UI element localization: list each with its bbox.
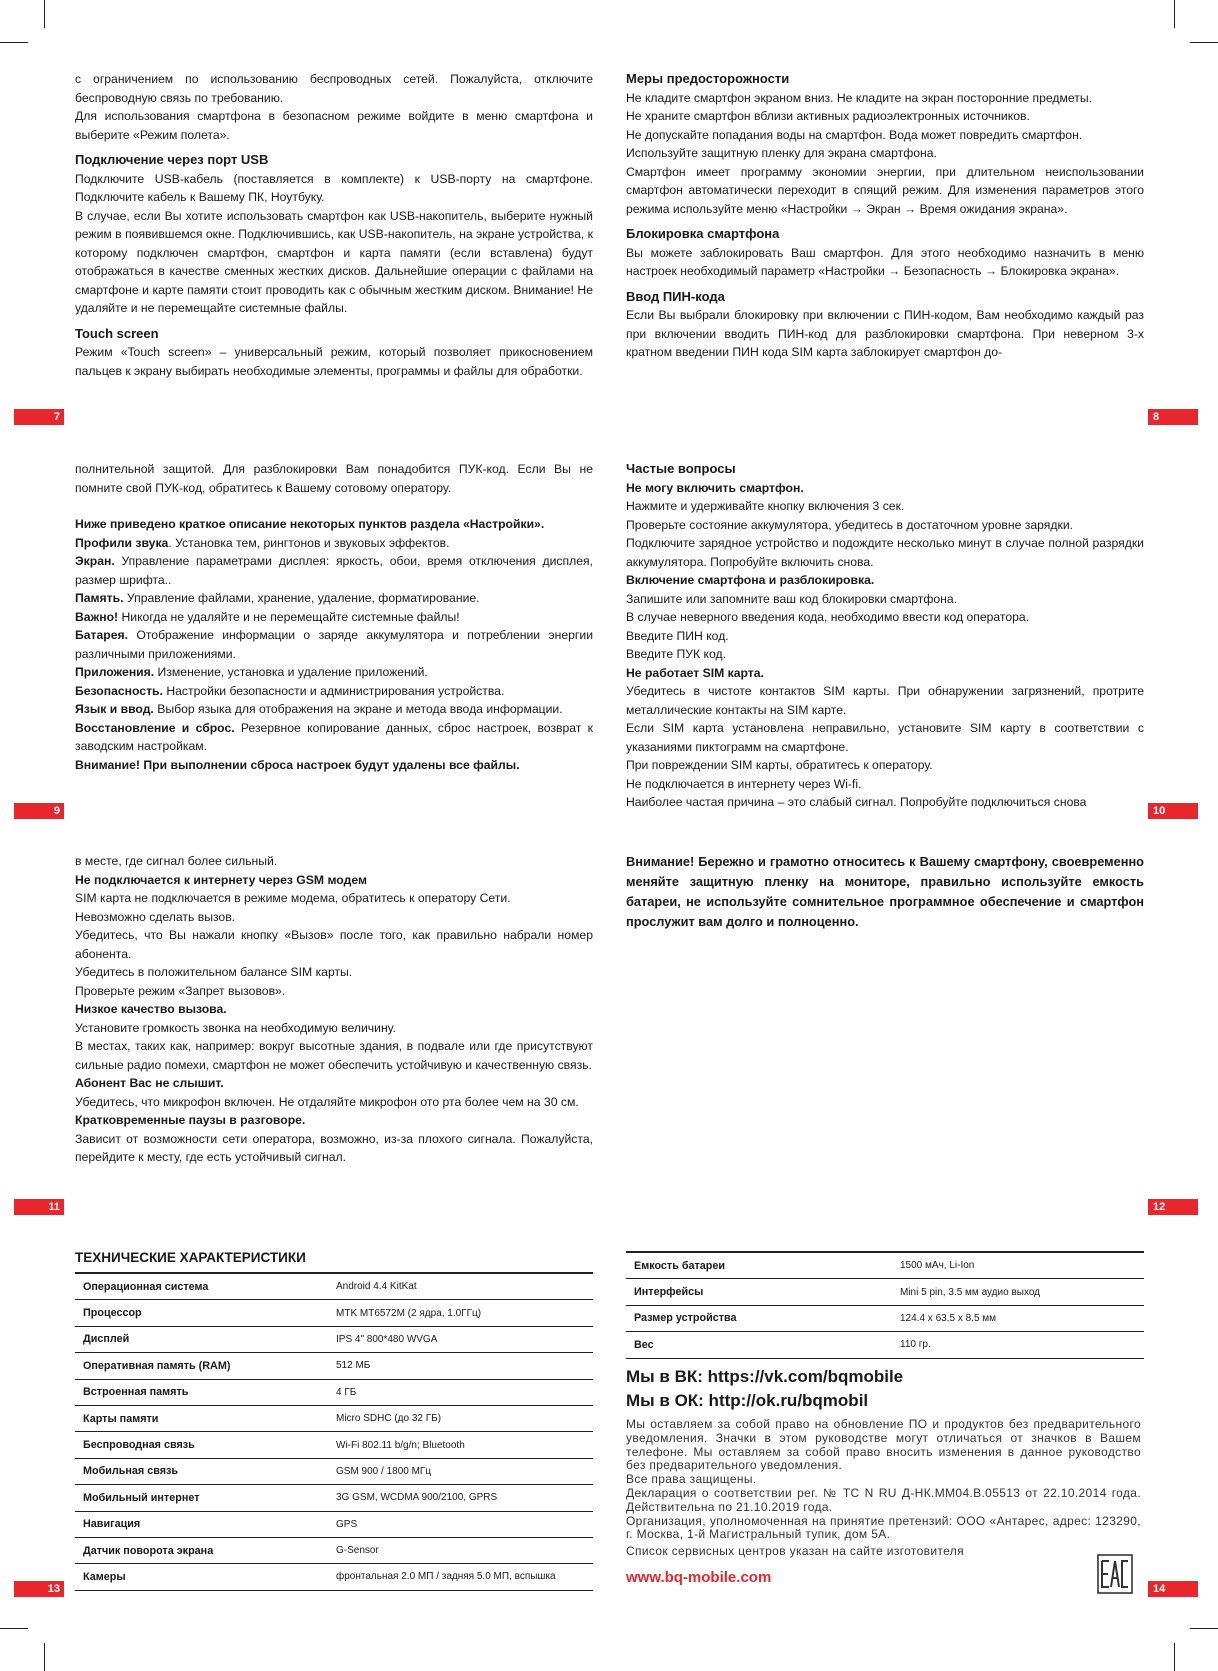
paragraph: Вы можете заблокировать Ваш смартфон. Для этого необходимо назначить в меню настроек необходимый параметр «Настройки → Безопасность → Блокировка экрана». — [626, 245, 1144, 278]
settings-item-description: Резервное копирование данных, сброс настроек, возврат к заводским настройкам. — [75, 720, 593, 753]
spec-label: Оперативная память (RAM) — [75, 1353, 328, 1379]
spec-row — [75, 1379, 593, 1405]
paragraph: Убедитесь, что Вы нажали кнопку «Вызов» после того, как правильно набрали номер абонента. — [75, 928, 593, 961]
spec-label: Интерфейсы — [626, 1279, 892, 1305]
spec-value: 3G GSM, WCDMA 900/2100, GPRS — [328, 1485, 593, 1511]
bold-heading: Ниже приведено краткое описание некоторых пунктов раздела «Настройки». — [75, 517, 545, 531]
crop-mark — [0, 1628, 28, 1629]
paragraph: В случае неверного введения кода, необходимо ввести код оператора. — [626, 610, 1030, 624]
crop-mark — [44, 0, 45, 28]
spec-label: Навигация — [75, 1511, 328, 1537]
spec-value: Android 4.4 KitKat — [328, 1273, 593, 1300]
settings-item-description: Никогда не удаляйте и не перемещайте системные файлы! — [118, 609, 460, 624]
spec-row — [626, 1332, 1144, 1358]
paragraph: Если SIM карта установлена неправильно, установите SIM карту в соответствии с указаниями пиктограмм на смартфоне. — [626, 721, 1144, 754]
settings-item — [75, 682, 593, 701]
spec-label: Встроенная память — [75, 1379, 328, 1405]
social-links — [626, 1365, 903, 1413]
paragraph: Убедитесь, что микрофон включен. Не отдаляйте микрофон ото рта более чем на 30 см. — [75, 1094, 579, 1109]
settings-item-title: Профили звука — [75, 535, 169, 550]
settings-item — [75, 626, 593, 663]
spec-label: Емкость батареи — [626, 1252, 892, 1279]
spec-label: Датчик поворота экрана — [75, 1537, 328, 1563]
paragraph: Подключите зарядное устройство и подождите несколько минут в случае полной разрядки аккумулятора. Попробуйте включить снова. — [626, 536, 1144, 569]
spec-value: G-Sensor — [328, 1537, 593, 1563]
bold-heading: Кратковременные паузы в разговоре. — [75, 1113, 306, 1127]
spec-label: Камеры — [75, 1564, 328, 1590]
settings-item — [75, 700, 593, 719]
spec-row — [75, 1458, 593, 1484]
paragraph: с ограничением по использованию беспроводных сетей. Пожалуйста, отключите беспроводную связь по требованию. — [75, 72, 593, 105]
legal-paragraph: Организация, уполномоченная на принятие претензий: ООО «Антарес, адрес: 123290, г. Москва, 1-й Магистральный тупик, дом 5А. — [626, 1513, 1141, 1542]
section-heading: Ввод ПИН-кода — [626, 288, 725, 304]
bold-heading: Не могу включить смартфон. — [626, 480, 804, 495]
page-number: 10 — [1148, 803, 1198, 819]
paragraph: Не кладите смартфон экраном вниз. Не кладите на экран посторонние предметы. — [626, 90, 1093, 105]
spec-row — [75, 1432, 593, 1458]
paragraph: Для использования смартфона в безопасном режиме войдите в меню смартфона и выберите «Режим полета». — [75, 109, 593, 142]
spec-value: Micro SDHC (до 32 ГБ) — [328, 1405, 593, 1431]
spec-value: 512 МБ — [328, 1353, 593, 1379]
paragraph: Зависит от возможности сети оператора, возможно, из-за плохого сигнала. Пожалуйста, перейдите к месту, где есть устойчивый сигнал. — [75, 1131, 593, 1164]
page-12-column — [626, 852, 1144, 932]
settings-item-description: Отображение информации о заряде аккумулятора и потреблении энергии различными приложениями. — [75, 628, 593, 661]
section-heading: Меры предосторожности — [626, 71, 790, 86]
crop-mark — [44, 1643, 45, 1671]
spec-row — [626, 1252, 1144, 1279]
bold-heading: Абонент Вас не слышит. — [75, 1076, 224, 1090]
paragraph: В случае, если Вы хотите использовать смартфон как USB-накопитель, выберите нужный режим в появившемся окне. Подключившись, как USB-накопитель, на экране устройства, к которому подключен смартфон, смартфон и карта памяти (если вставлена) будут отображаться в качестве сменных жестких дисков. Дальнейшие операции с файлами на смартфоне и карте памяти стоит проводить как с обычным жестким диском. Внимание! Не удаляйте и не перемещайте системные файлы. — [75, 208, 593, 315]
paragraph: Убедитесь в положительном балансе SIM карты. — [75, 965, 353, 979]
settings-item — [75, 608, 593, 627]
bold-heading: Низкое качество вызова. — [75, 1002, 227, 1016]
settings-item-description: Настройки безопасности и администрирования устройства. — [162, 683, 505, 698]
bold-heading: Внимание! Бережно и грамотно относитесь к Вашему смартфону, своевременно меняйте защитную пленку на мониторе, правильно используйте емкость батареи, не используйте сомнительное программное обеспечение и смартфон прослужит вам долго и полноценно. — [626, 854, 1144, 929]
paragraph: Смартфон имеет программу экономии энергии, при длительном неиспользовании смартфон автоматически переходит в спящий режим. Для изменения параметров этого режима используйте меню «Настройки → Экран → Время ожидания экрана». — [626, 164, 1144, 216]
settings-item-title: Экран. — [75, 554, 115, 568]
page-number: 8 — [1148, 409, 1198, 425]
settings-item-description: Изменение, установка и удаление приложений. — [154, 665, 428, 679]
paragraph: в месте, где сигнал более сильный. — [75, 854, 278, 868]
settings-item-description: . Установка тем, рингтонов и звуковых эффектов. — [168, 535, 450, 550]
crop-mark — [1174, 0, 1175, 28]
bold-heading: Включение смартфона и разблокировка. — [626, 573, 875, 587]
legal-paragraph: Декларация о соответствии рег. № ТС N RU Д-НК.ММ04.В.05513 от 22.10.2014 года. Действительна по 21.10.2019 года. — [626, 1485, 1141, 1514]
page-number: 11 — [14, 1199, 64, 1215]
section-heading: Touch screen — [75, 325, 159, 341]
page-11-column — [75, 852, 593, 1167]
settings-item-title: Восстановление и сброс. — [75, 720, 235, 735]
spec-value: IPS 4" 800*480 WVGA — [328, 1326, 593, 1352]
spec-row — [75, 1405, 593, 1431]
settings-item-title: Батарея. — [75, 628, 129, 642]
paragraph: Наиболее частая причина – это слабый сигнал. Попробуйте подключиться снова — [626, 795, 1087, 809]
spec-label: Вес — [626, 1332, 892, 1358]
spec-row — [75, 1537, 593, 1563]
spec-row — [75, 1273, 593, 1300]
settings-item — [75, 552, 593, 589]
section-heading: Подключение через порт USB — [75, 152, 269, 167]
eac-certification-mark — [1097, 1554, 1133, 1594]
crop-mark — [1174, 1643, 1175, 1671]
spec-row — [75, 1353, 593, 1379]
legal-paragraph: Список сервисных центров указан на сайте изготовителя — [626, 1544, 964, 1559]
settings-item-title: Язык и ввод. — [75, 702, 154, 716]
spec-value: Wi-Fi 802.11 b/g/n; Bluetooth — [328, 1432, 593, 1458]
paragraph: Подключите USB-кабель (поставляется в комплекте) к USB-порту на смартфоне. Подключите кабель к Вашему ПК, Ноутбуку. — [75, 171, 593, 204]
settings-item-title: Приложения. — [75, 665, 155, 679]
settings-item — [75, 663, 593, 682]
page-7-column — [75, 70, 593, 380]
paragraph: полнительной защитой. Для разблокировки Вам понадобится ПУК-код. Если Вы не помните свой ПУК-код, обратитесь к Вашему сотовому оператору. — [75, 462, 593, 495]
spec-row — [75, 1564, 593, 1590]
legal-paragraph: Все права защищены. — [626, 1472, 757, 1487]
spec-row — [626, 1305, 1144, 1331]
settings-item — [75, 534, 593, 553]
crop-mark — [1190, 42, 1218, 43]
settings-item-description: Управление параметрами дисплея: яркость, обои, время отключения дисплея, размер шрифта.. — [75, 554, 593, 587]
spec-value: 1500 мАч, Li-Ion — [892, 1252, 1144, 1279]
bold-heading: Внимание! При выполнении сброса настроек будут удалены все файлы. — [75, 757, 520, 772]
page-number: 14 — [1148, 1581, 1198, 1597]
page-9-column — [75, 460, 593, 774]
specs-table-left — [75, 1272, 593, 1591]
spec-label: Размер устройства — [626, 1305, 892, 1331]
page-number: 9 — [14, 803, 64, 819]
spec-label: Операционная система — [75, 1273, 328, 1300]
spec-label: Дисплей — [75, 1326, 328, 1352]
spec-row — [75, 1485, 593, 1511]
specs-table-right — [626, 1251, 1144, 1359]
paragraph: Введите ПУК код. — [626, 647, 726, 661]
spec-label: Мобильная связь — [75, 1458, 328, 1484]
settings-item-title: Память. — [75, 591, 124, 605]
paragraph: Режим «Touch screen» – универсальный режим, который позволяет прикосновением пальцев к экрану выбирать необходимые элементы, программы и файлы для обработки. — [75, 345, 593, 378]
paragraph: Если Вы выбрали блокировку при включении с ПИН-кодом, Вам необходимо каждый раз при включении вводить ПИН-код для разблокировки смартфона. При неверном 3-х кратном введении ПИН кода SIM карта заблокирует смартфон до- — [626, 308, 1144, 359]
settings-item-title: Важно! — [75, 609, 119, 624]
spec-value: фронтальная 2.0 МП / задняя 5.0 МП, вспышка — [328, 1564, 593, 1590]
spec-label: Карты памяти — [75, 1405, 328, 1431]
paragraph: При повреждении SIM карты, обратитесь к оператору. — [626, 758, 933, 772]
spec-row — [626, 1279, 1144, 1305]
page-8-column — [626, 70, 1144, 362]
paragraph: Проверьте состояние аккумулятора, убедитесь в достаточном уровне зарядки. — [626, 517, 1074, 532]
paragraph: Не подключается в интернету через Wi-fi. — [626, 776, 862, 791]
page-number: 13 — [14, 1581, 64, 1597]
settings-item — [75, 719, 593, 756]
spec-label: Мобильный интернет — [75, 1485, 328, 1511]
crop-mark — [0, 42, 28, 43]
spec-value: GSM 900 / 1800 МГц — [328, 1458, 593, 1484]
paragraph: Запишите или запомните ваш код блокировки смартфона. — [626, 591, 958, 606]
paragraph: Введите ПИН код. — [626, 628, 729, 643]
website-link[interactable]: www.bq-mobile.com — [626, 1569, 772, 1586]
legal-paragraph: Мы оставляем за собой право на обновление ПО и продуктов без предварительного уведомления. Значки в этом руководстве могут отличаться от значков в Вашем телефоне. Мы оставляем за собой право вносить изменения в данное руководство без предварительного уведомления. — [626, 1417, 1141, 1473]
paragraph: В местах, таких как, например: вокруг высотные здания, в подвале или где присутствуют сильные радио помехи, смартфон не может обеспечить устойчивую и качественную связь. — [75, 1039, 593, 1072]
section-heading: Блокировка смартфона — [626, 226, 780, 241]
paragraph: Нажмите и удерживайте кнопку включения 3 сек. — [626, 499, 905, 513]
spec-value: 110 гр. — [892, 1332, 1144, 1358]
legal-notice — [626, 1418, 1141, 1559]
settings-item-title: Безопасность. — [75, 683, 163, 698]
paragraph: Невозможно сделать вызов. — [75, 909, 236, 924]
spec-value: 4 ГБ — [328, 1379, 593, 1405]
spec-value: GPS — [328, 1511, 593, 1537]
page-10-column — [626, 460, 1144, 812]
paragraph: Не допускайте попадания воды на смартфон. Вода может повредить смартфон. — [626, 127, 1083, 142]
spec-row — [75, 1300, 593, 1326]
spec-label: Процессор — [75, 1300, 328, 1326]
vk-link[interactable]: Мы в ВК: https://vk.com/bqmobile — [626, 1367, 904, 1386]
paragraph: Убедитесь в чистоте контактов SIM карты. При обнаружении загрязнений, протрите металлические контакты на SIM карте. — [626, 684, 1144, 717]
settings-item-description: Управление файлами, хранение, удаление, форматирование. — [123, 591, 480, 605]
settings-item — [75, 589, 593, 608]
spec-row — [75, 1511, 593, 1537]
ok-link[interactable]: Мы в ОК: http://ok.ru/bqmobil — [626, 1391, 869, 1410]
paragraph: Используйте защитную пленку для экрана смартфона. — [626, 146, 937, 160]
spec-row — [75, 1326, 593, 1352]
paragraph: Установите громкость звонка на необходимую величину. — [75, 1020, 396, 1035]
bold-heading: Не подключается к интернету через GSM модем — [75, 872, 367, 887]
paragraph: Не храните смартфон вблизи активных радиоэлектронных источников. — [626, 109, 1030, 123]
spec-value: MTK MT6572M (2 ядра, 1.0ГГц) — [328, 1300, 593, 1326]
specs-title: ТЕХНИЧЕСКИЕ ХАРАКТЕРИСТИКИ — [75, 1250, 306, 1265]
spacer — [75, 497, 593, 515]
page-number: 12 — [1148, 1199, 1198, 1215]
crop-mark — [1190, 1628, 1218, 1629]
paragraph: Проверьте режим «Запрет вызовов». — [75, 983, 286, 998]
spec-value: Mini 5 pin, 3.5 мм аудио выход — [892, 1279, 1144, 1305]
spec-label: Беспроводная связь — [75, 1432, 328, 1458]
settings-item-description: Выбор языка для отображения на экране и метода ввода информации. — [153, 702, 563, 716]
spec-value: 124.4 x 63.5 x 8.5 мм — [892, 1305, 1144, 1331]
page-number: 7 — [14, 409, 64, 425]
section-heading: Частые вопросы — [626, 461, 736, 476]
paragraph: SIM карта не подключается в режиме модема, обратитесь к оператору Сети. — [75, 891, 511, 905]
bold-heading: Не работает SIM карта. — [626, 665, 764, 680]
